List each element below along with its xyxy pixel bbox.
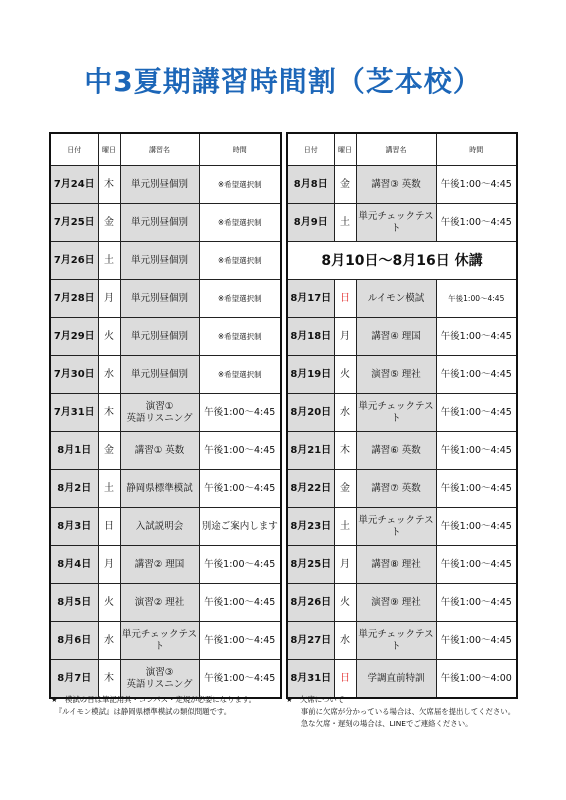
time-cell: 午後1:00～4:45 (436, 394, 517, 432)
date-cell: 8月3日 (50, 508, 98, 546)
date-cell: 7月29日 (50, 318, 98, 356)
time-cell: 午後1:00～4:45 (199, 584, 281, 622)
course-cell (356, 546, 436, 584)
weekday-cell: 火 (98, 584, 120, 622)
table-row (287, 280, 517, 318)
course-name: 単元チェックテスト (358, 210, 434, 234)
weekday-cell: 金 (334, 470, 356, 508)
weekday-cell: 火 (334, 584, 356, 622)
course-cell (120, 318, 199, 356)
table-row (287, 584, 517, 622)
weekday-cell: 水 (98, 356, 120, 394)
header-time: 時間 (199, 133, 281, 166)
date-cell: 8月18日 (287, 318, 334, 356)
course-cell (356, 470, 436, 508)
course-name: 単元別昼個別 (130, 216, 188, 228)
date-cell: 8月1日 (50, 432, 98, 470)
table-row (50, 584, 281, 622)
weekday-cell: 金 (334, 166, 356, 204)
course-name: 単元チェックテスト (358, 628, 434, 652)
course-name: 単元チェックテスト (121, 628, 198, 652)
time-cell: 午後1:00～4:45 (199, 546, 281, 584)
weekday-cell: 木 (334, 432, 356, 470)
time-cell: 午後1:00～4:45 (436, 356, 517, 394)
date-cell: 8月25日 (287, 546, 334, 584)
time-cell: 午後1:00～4:45 (436, 508, 517, 546)
table-row (287, 470, 517, 508)
date-cell: 8月17日 (287, 280, 334, 318)
course-cell (120, 470, 199, 508)
course-name-line2: 英語リスニング (126, 678, 193, 690)
time-cell: ※希望選択制 (199, 280, 281, 318)
course-cell (356, 622, 436, 660)
course-cell (120, 584, 199, 622)
course-name: 単元別昼個別 (130, 330, 188, 342)
table-row (50, 508, 281, 546)
table-row (287, 394, 517, 432)
course-cell (356, 660, 436, 699)
table-row (287, 204, 517, 242)
course-cell (120, 280, 199, 318)
course-name: 講習④ 理国 (371, 330, 421, 342)
course-cell (120, 622, 199, 660)
course-name: 演習⑤ 理社 (371, 368, 421, 380)
course-name: 演習⑨ 理社 (371, 596, 421, 608)
course-cell (356, 280, 436, 318)
date-cell: 8月20日 (287, 394, 334, 432)
weekday-cell: 土 (334, 204, 356, 242)
table-row (50, 660, 281, 699)
note-line: 『ルイモン模試』は静岡県標準模試の類似問題です。 (51, 707, 232, 716)
date-cell: 8月2日 (50, 470, 98, 508)
date-cell: 8月22日 (287, 470, 334, 508)
note-line: 事前に欠席が分かっている場合は、欠席届を提出してください。 (286, 707, 516, 716)
course-name: 演習③ (145, 666, 174, 678)
time-cell: 午後1:00～4:45 (436, 622, 517, 660)
course-name: 講習① 英数 (134, 444, 185, 456)
course-name: 講習⑧ 理社 (371, 558, 421, 570)
table-row (50, 318, 281, 356)
schedule-table-right (286, 132, 518, 699)
table-row (50, 546, 281, 584)
closed-notice: 8月10日～8月16日 休講 (287, 242, 517, 280)
time-cell: ※希望選択制 (199, 318, 281, 356)
time-cell: 別途ご案内します (199, 508, 281, 546)
weekday-cell: 土 (98, 470, 120, 508)
weekday-cell: 水 (334, 394, 356, 432)
course-name: 講習③ 英数 (371, 178, 421, 190)
time-cell: 午後1:00～4:45 (199, 432, 281, 470)
date-cell: 7月24日 (50, 166, 98, 204)
table-row (287, 546, 517, 584)
table-row (50, 204, 281, 242)
time-cell: 午後1:00～4:45 (436, 584, 517, 622)
table-row (50, 356, 281, 394)
course-name: 静岡県標準模試 (126, 482, 193, 494)
date-cell: 8月19日 (287, 356, 334, 394)
course-name: 講習② 理国 (134, 558, 185, 570)
weekday-cell: 土 (98, 242, 120, 280)
weekday-cell: 木 (98, 166, 120, 204)
note-line: ★ 欠席について (286, 695, 345, 704)
date-cell: 8月23日 (287, 508, 334, 546)
header-dow: 曜日 (98, 133, 120, 166)
time-cell: 午後1:00～4:45 (436, 280, 517, 318)
time-cell: ※希望選択制 (199, 166, 281, 204)
table-row (50, 622, 281, 660)
course-cell (356, 166, 436, 204)
course-cell (120, 204, 199, 242)
date-cell: 7月31日 (50, 394, 98, 432)
course-cell (120, 546, 199, 584)
weekday-cell: 金 (98, 432, 120, 470)
table-row (287, 660, 517, 699)
course-name: 単元チェックテスト (358, 400, 434, 424)
header-course: 講習名 (120, 133, 199, 166)
table-row (287, 508, 517, 546)
course-cell (356, 356, 436, 394)
date-cell: 8月9日 (287, 204, 334, 242)
table-row (287, 432, 517, 470)
course-cell (356, 432, 436, 470)
weekday-cell: 木 (98, 660, 120, 699)
date-cell: 8月26日 (287, 584, 334, 622)
course-cell (120, 166, 199, 204)
course-name: 単元別昼個別 (130, 254, 188, 266)
course-name: 単元別昼個別 (130, 368, 188, 380)
course-cell (120, 508, 199, 546)
course-cell (356, 318, 436, 356)
header-row (287, 133, 517, 166)
header-time: 時間 (436, 133, 517, 166)
course-name: 講習⑦ 英数 (371, 482, 421, 494)
time-cell: 午後1:00～4:45 (199, 470, 281, 508)
course-cell (120, 356, 199, 394)
course-name: 単元別昼個別 (130, 292, 188, 304)
table-row (50, 470, 281, 508)
weekday-cell: 土 (334, 508, 356, 546)
weekday-cell: 月 (98, 546, 120, 584)
date-cell: 8月7日 (50, 660, 98, 699)
course-name-line2: 英語リスニング (126, 412, 193, 424)
table-row (287, 356, 517, 394)
course-name: 学調直前特訓 (367, 672, 425, 684)
notes-left (51, 694, 256, 718)
table-row (287, 242, 517, 280)
time-cell: 午後1:00～4:00 (436, 660, 517, 699)
weekday-cell: 水 (98, 622, 120, 660)
course-name: 演習① (145, 400, 174, 412)
course-cell (120, 242, 199, 280)
weekday-cell: 水 (334, 622, 356, 660)
time-cell: 午後1:00～4:45 (199, 394, 281, 432)
course-cell (120, 660, 199, 699)
weekday-cell: 金 (98, 204, 120, 242)
table-row (50, 280, 281, 318)
weekday-cell: 火 (98, 318, 120, 356)
time-cell: ※希望選択制 (199, 356, 281, 394)
date-cell: 8月21日 (287, 432, 334, 470)
table-row (287, 318, 517, 356)
weekday-cell: 月 (98, 280, 120, 318)
table-row (50, 394, 281, 432)
course-name: 演習② 理社 (134, 596, 185, 608)
note-line: 急な欠席・遅刻の場合は、LINEでご連絡ください。 (286, 719, 473, 728)
time-cell: 午後1:00～4:45 (436, 166, 517, 204)
weekday-cell: 日 (334, 280, 356, 318)
table-row (50, 432, 281, 470)
date-cell: 8月4日 (50, 546, 98, 584)
schedule-table-left (49, 132, 282, 699)
date-cell: 8月5日 (50, 584, 98, 622)
time-cell: 午後1:00～4:45 (436, 204, 517, 242)
weekday-cell: 火 (334, 356, 356, 394)
header-row (50, 133, 281, 166)
header-dow: 曜日 (334, 133, 356, 166)
time-cell: 午後1:00～4:45 (436, 470, 517, 508)
weekday-cell: 日 (334, 660, 356, 699)
course-cell (356, 204, 436, 242)
table-row (50, 166, 281, 204)
course-cell (120, 394, 199, 432)
date-cell: 7月28日 (50, 280, 98, 318)
date-cell: 8月31日 (287, 660, 334, 699)
course-name: 講習⑥ 英数 (371, 444, 421, 456)
table-row (287, 622, 517, 660)
date-cell: 7月26日 (50, 242, 98, 280)
page-title: 中3夏期講習時間割（芝本校） (84, 65, 482, 98)
course-name: 入試説明会 (135, 520, 184, 532)
date-cell: 8月8日 (287, 166, 334, 204)
course-name: 単元別昼個別 (130, 178, 188, 190)
weekday-cell: 木 (98, 394, 120, 432)
date-cell: 8月27日 (287, 622, 334, 660)
course-name: 単元チェックテスト (358, 514, 434, 538)
header-course: 講習名 (356, 133, 436, 166)
header-date: 日付 (287, 133, 334, 166)
course-cell (356, 584, 436, 622)
date-cell: 7月25日 (50, 204, 98, 242)
table-row (287, 166, 517, 204)
time-cell: 午後1:00～4:45 (436, 318, 517, 356)
date-cell: 7月30日 (50, 356, 98, 394)
course-name: ルイモン模試 (367, 292, 425, 304)
course-cell (356, 508, 436, 546)
course-cell (356, 394, 436, 432)
notes-right (286, 694, 515, 730)
date-cell: 8月6日 (50, 622, 98, 660)
weekday-cell: 日 (98, 508, 120, 546)
weekday-cell: 月 (334, 546, 356, 584)
time-cell: 午後1:00～4:45 (436, 546, 517, 584)
header-date: 日付 (50, 133, 98, 166)
time-cell: 午後1:00～4:45 (436, 432, 517, 470)
time-cell: 午後1:00～4:45 (199, 660, 281, 699)
weekday-cell: 月 (334, 318, 356, 356)
note-line: ★ 模試の日は筆記用具・コンパス・定規が必要になります。 (51, 695, 257, 704)
time-cell: ※希望選択制 (199, 242, 281, 280)
table-row (50, 242, 281, 280)
course-cell (120, 432, 199, 470)
time-cell: 午後1:00～4:45 (199, 622, 281, 660)
time-cell: ※希望選択制 (199, 204, 281, 242)
